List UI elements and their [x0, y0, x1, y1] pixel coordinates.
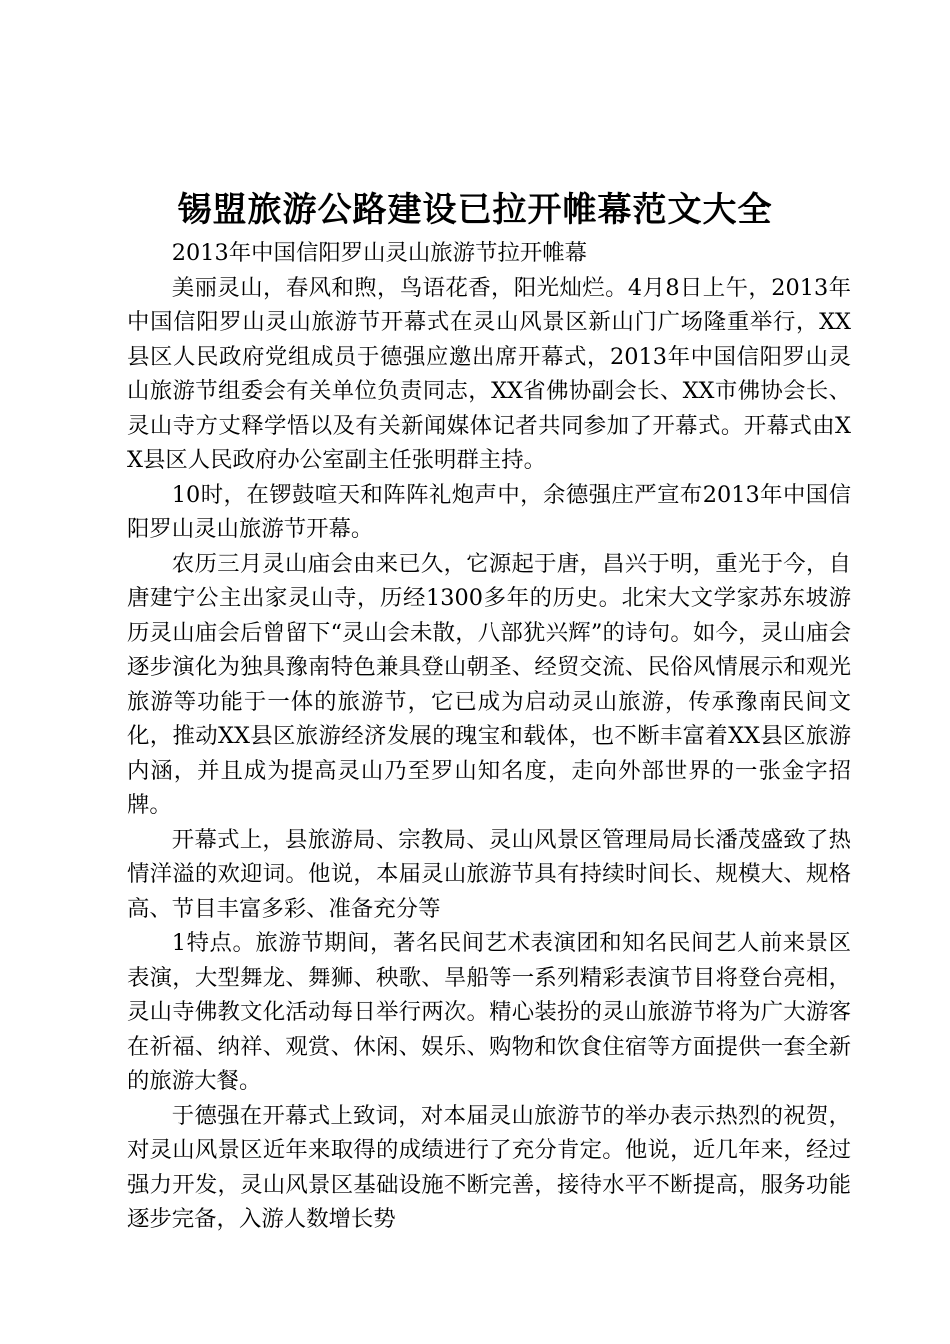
- document-body: [127, 236, 851, 1237]
- paragraph: 于德强在开幕式上致词，对本届灵山旅游节的举办表示热烈的祝贺，对灵山风景区近年来取得的成绩进行了充分肯定。他说，近几年来，经过强力开发，灵山风景区基础设施不断完善，接待水平不断提高，服务功能逐步完备，入游人数增长势: [127, 1102, 851, 1232]
- paragraph: 1特点。旅游节期间，著名民间艺术表演团和知名民间艺人前来景区表演，大型舞龙、舞狮、秧歌、旱船等一系列精彩表演节目将登台亮相，灵山寺佛教文化活动每日举行两次。精心装扮的灵山旅游节将为广大游客在祈福、纳祥、观赏、休闲、娱乐、购物和饮食住宿等方面提供一套全新的旅游大餐。: [127, 930, 851, 1094]
- document-title: 锡盟旅游公路建设已拉开帷幕范文大全: [177, 190, 773, 230]
- paragraph-subtitle: 2013年中国信阳罗山灵山旅游节拉开帷幕: [171, 240, 588, 266]
- paragraph: 农历三月灵山庙会由来已久，它源起于唐，昌兴于明，重光于今，自唐建宁公主出家灵山寺，历经1300多年的历史。北宋大文学家苏东坡游历灵山庙会后曾留下“灵山会未散，八部犹兴辉”的诗句。如今，灵山庙会逐步演化为独具豫南特色兼具登山朝圣、经贸交流、民俗风情展示和观光旅游等功能于一体的旅游节，它已成为启动灵山旅游，传承豫南民间文化，推动XX县区旅游经济发展的瑰宝和载体，也不断丰富着XX县区旅游内涵，并且成为提高灵山乃至罗山知名度，走向外部世界的一张金字招牌。: [127, 550, 851, 818]
- paragraph: 开幕式上，县旅游局、宗教局、灵山风景区管理局局长潘茂盛致了热情洋溢的欢迎词。他说，本届灵山旅游节具有持续时间长、规模大、规格高、节目丰富多彩、准备充分等: [127, 826, 851, 922]
- paragraph: 美丽灵山，春风和煦，鸟语花香，阳光灿烂。4月8日上午，2013年中国信阳罗山灵山旅游节开幕式在灵山风景区新山门广场隆重举行，XX县区人民政府党组成员于德强应邀出席开幕式，2013年中国信阳罗山灵山旅游节组委会有关单位负责同志，XX省佛协副会长、XX市佛协会长、灵山寺方丈释学悟以及有关新闻媒体记者共同参加了开幕式。开幕式由XX县区人民政府办公室副主任张明群主持。: [127, 274, 851, 473]
- paragraph: 10时，在锣鼓喧天和阵阵礼炮声中，余德强庄严宣布2013年中国信阳罗山灵山旅游节开幕。: [127, 481, 851, 542]
